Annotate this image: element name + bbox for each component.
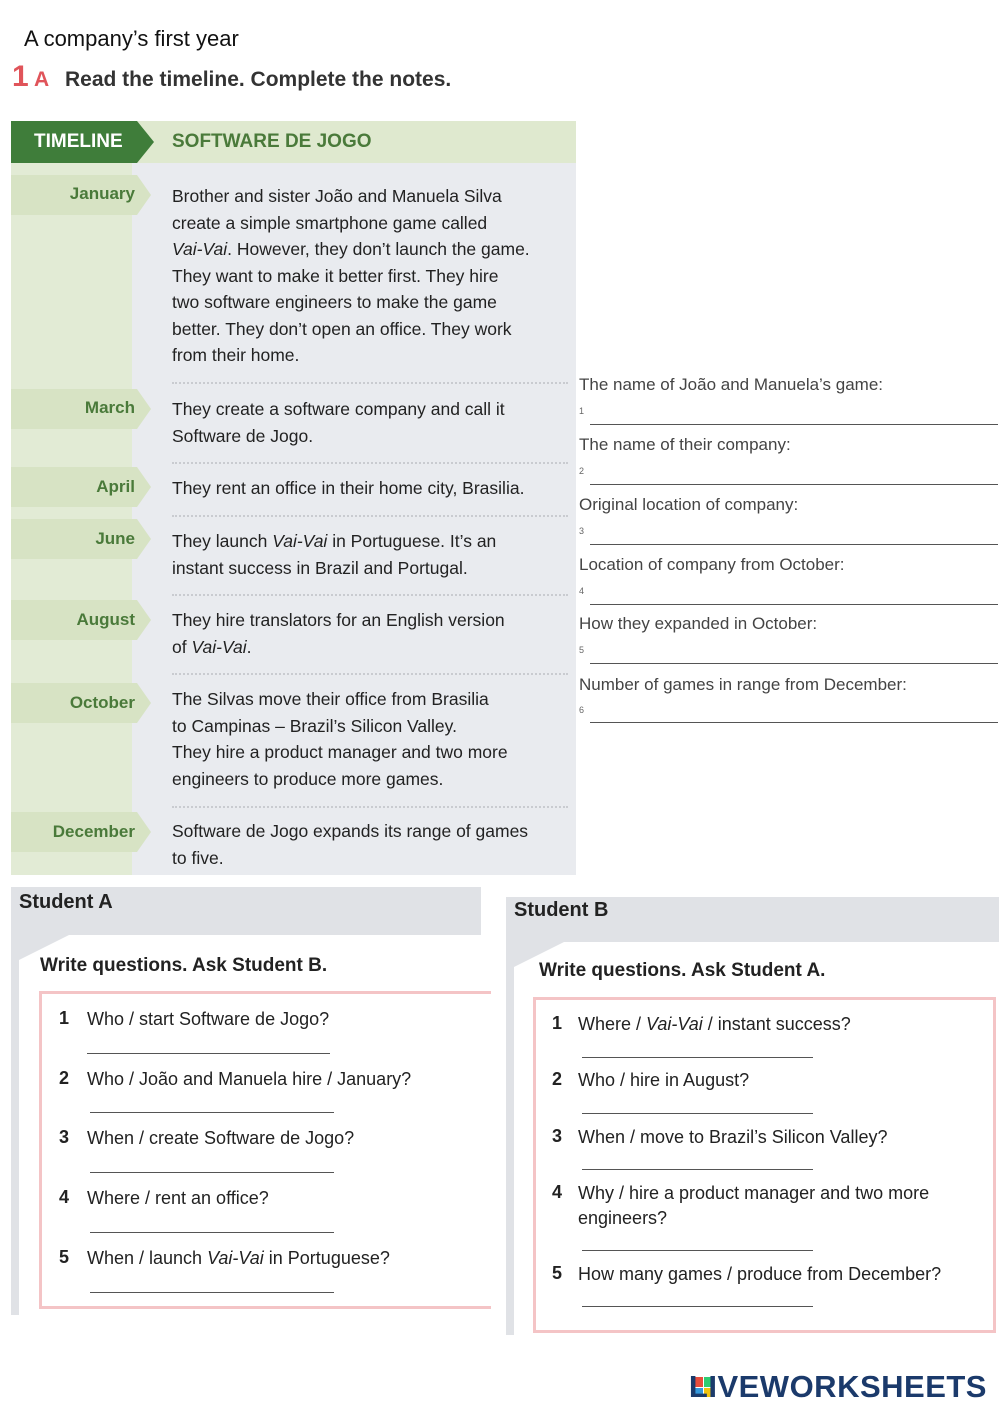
month-label-october: October	[69, 693, 135, 712]
timeline-event-june: They launch Vai-Vai in Portuguese. It’s an instant success in Brazil and Portugal.	[172, 531, 497, 578]
month-label-march: March	[84, 398, 135, 417]
question-number: 2	[59, 1068, 70, 1088]
question-number: 4	[552, 1182, 563, 1202]
note-answer-blank[interactable]	[590, 544, 998, 545]
question-text: Where / rent an office?	[87, 1188, 269, 1208]
question-answer-blank[interactable]	[90, 1292, 334, 1293]
note-label: Location of company from October:	[579, 555, 845, 574]
note-label: Original location of company:	[579, 495, 799, 514]
question-answer-blank[interactable]	[90, 1232, 334, 1233]
question-number: 5	[59, 1247, 70, 1267]
note-number: 4	[579, 586, 585, 596]
timeline-event-october: The Silvas move their office from Brasilia to Campinas – Brazil’s Silicon Valley. They hire a product manager and two more engineers to produce more games.	[172, 689, 508, 789]
question-number: 2	[552, 1069, 563, 1089]
question-text-continued: engineers?	[578, 1208, 668, 1228]
note-number: 2	[579, 466, 585, 476]
question-text: Where / Vai-Vai / instant success?	[578, 1014, 851, 1034]
timeline-separator	[172, 515, 568, 517]
page-title: A company’s first year	[24, 26, 239, 51]
question-answer-blank[interactable]	[582, 1169, 813, 1170]
question-number: 5	[552, 1263, 563, 1283]
timeline-header-title: SOFTWARE DE JOGO	[172, 131, 372, 152]
question-number: 1	[59, 1008, 70, 1028]
month-label-april: April	[96, 477, 135, 496]
question-number: 3	[59, 1127, 70, 1147]
timeline-event-april: They rent an office in their home city, Brasilia.	[172, 478, 525, 498]
question-answer-blank[interactable]	[582, 1306, 813, 1307]
question-number: 3	[552, 1126, 563, 1146]
question-answer-blank[interactable]	[87, 1053, 330, 1054]
month-label-december: December	[52, 822, 135, 841]
timeline-event-august: They hire translators for an English version of Vai-Vai.	[172, 610, 505, 657]
question-text: How many games / produce from December?	[578, 1264, 942, 1284]
timeline-separator	[172, 462, 568, 464]
timeline-event-march: They create a software company and call it Software de Jogo.	[172, 399, 505, 446]
note-answer-blank[interactable]	[590, 663, 998, 664]
timeline-separator	[172, 673, 568, 675]
note-label: Number of games in range from December:	[579, 675, 907, 694]
question-text: Who / hire in August?	[578, 1070, 750, 1090]
exercise-instruction: Read the timeline. Complete the notes.	[65, 68, 452, 91]
student-a-title: Student A	[19, 891, 113, 913]
timeline-event-december: Software de Jogo expands its range of games to five.	[172, 821, 529, 868]
note-answer-blank[interactable]	[590, 722, 998, 723]
note-answer-blank[interactable]	[590, 484, 998, 485]
timeline-separator	[172, 594, 568, 596]
note-label: How they expanded in October:	[579, 614, 818, 633]
student-b-instruction: Write questions. Ask Student A.	[539, 960, 826, 981]
timeline-separator	[172, 806, 568, 808]
note-label: The name of João and Manuela’s game:	[579, 375, 883, 394]
question-answer-blank[interactable]	[90, 1112, 334, 1113]
exercise-number: 1	[12, 60, 29, 93]
question-answer-blank[interactable]	[582, 1057, 813, 1058]
timeline-separator	[172, 382, 568, 384]
question-answer-blank[interactable]	[582, 1113, 813, 1114]
note-label: The name of their company:	[579, 435, 791, 454]
question-answer-blank[interactable]	[582, 1250, 813, 1251]
question-text: When / launch Vai-Vai in Portuguese?	[87, 1248, 390, 1268]
question-text: Who / João and Manuela hire / January?	[87, 1069, 412, 1089]
question-text: Why / hire a product manager and two more	[578, 1183, 930, 1203]
liveworksheets-brand: LIVEWORKSHEETS	[688, 1369, 987, 1404]
note-answer-blank[interactable]	[590, 604, 998, 605]
note-answer-blank[interactable]	[590, 424, 998, 425]
timeline-header-label: TIMELINE	[34, 131, 123, 152]
student-b-title: Student B	[514, 899, 609, 921]
question-text: Who / start Software de Jogo?	[87, 1009, 330, 1029]
note-number: 1	[579, 406, 585, 416]
question-text: When / move to Brazil’s Silicon Valley?	[578, 1127, 888, 1147]
question-answer-blank[interactable]	[90, 1172, 334, 1173]
month-label-june: June	[95, 529, 135, 548]
note-number: 6	[579, 705, 585, 715]
month-label-january: January	[69, 184, 135, 203]
timeline-event-january: Brother and sister João and Manuela Silva create a simple smartphone game called Vai-Vai. However, they don’t launch the game. They want to make it better first. They hire two software engineers to make the game better. They don’t open an office. They work from their home.	[172, 186, 530, 365]
question-text: When / create Software de Jogo?	[87, 1128, 355, 1148]
question-number: 1	[552, 1013, 563, 1033]
note-number: 3	[579, 526, 585, 536]
note-number: 5	[579, 645, 585, 655]
exercise-letter: A	[34, 68, 50, 91]
question-number: 4	[59, 1187, 70, 1207]
student-a-instruction: Write questions. Ask Student B.	[40, 955, 328, 976]
month-label-august: August	[76, 610, 135, 629]
